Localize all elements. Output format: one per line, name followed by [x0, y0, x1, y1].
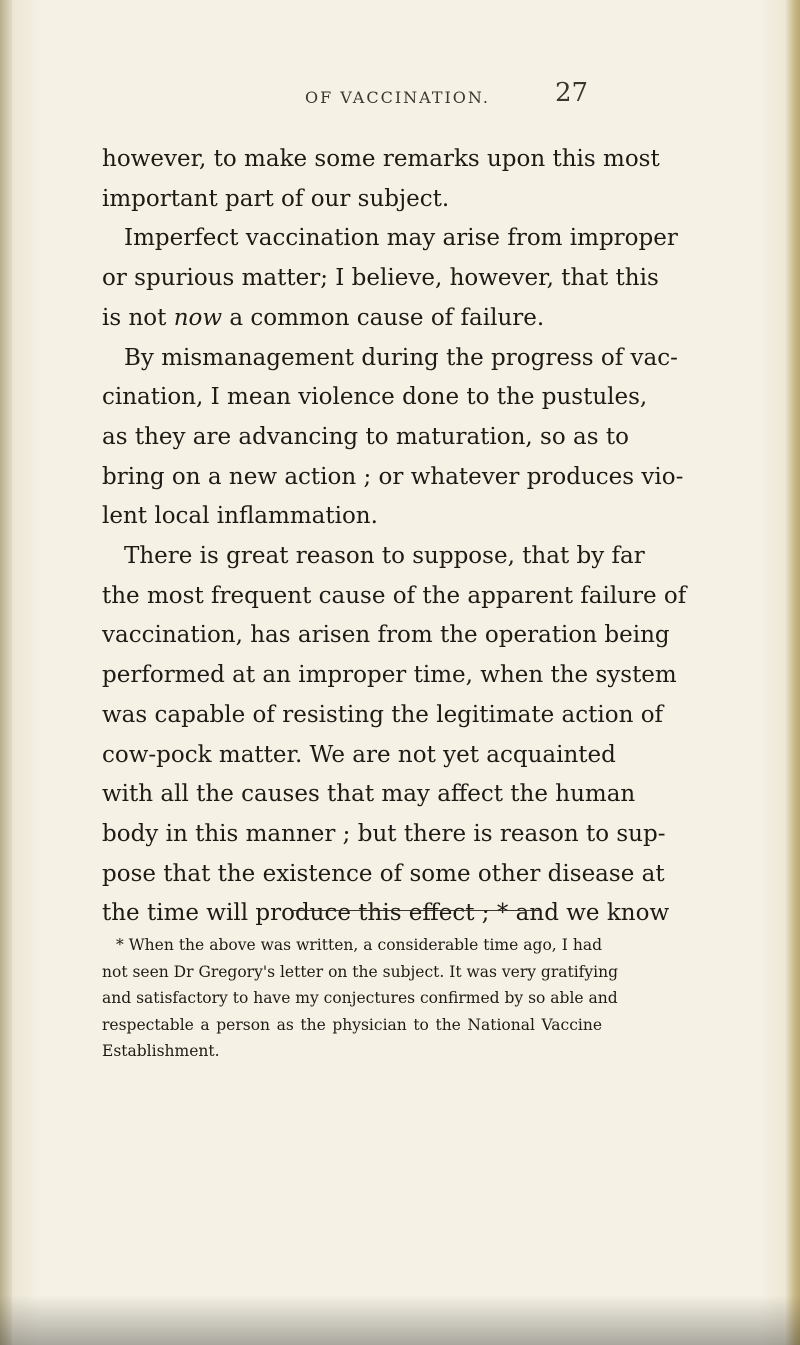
text-line: lent local inflammation.: [102, 503, 378, 530]
text-line: or spurious matter; I believe, however, that this: [102, 265, 659, 292]
text-line: performed at an improper time, when the system: [102, 662, 677, 689]
text-line: as they are advancing to maturation, so as to: [102, 423, 629, 450]
footnote-line: not seen Dr Gregory's letter on the subject. It was very gratifying: [102, 962, 619, 981]
footnote-rule: [290, 910, 540, 911]
text-line: cination, I mean violence done to the pustules,: [102, 384, 648, 411]
page-number: 27: [555, 78, 589, 108]
text-line: pose that the existence of some other disease at: [102, 860, 665, 887]
text-line: the most frequent cause of the apparent failure of: [102, 582, 687, 609]
text-line: There is great reason to suppose, that by far: [124, 543, 645, 570]
footnote-line: and satisfactory to have my conjectures confirmed by so able and: [102, 989, 618, 1007]
body-text: [102, 140, 687, 934]
text-line: however, to make some remarks upon this most: [102, 146, 660, 172]
text-segment: a common cause of failure.: [229, 304, 545, 331]
text-line: the time will produce this effect ; * and we know: [102, 900, 670, 927]
text-line: [102, 299, 602, 339]
footnote: [102, 932, 619, 1065]
text-line: bring on a new action ; or whatever produces vio-: [102, 463, 684, 490]
text-line: body in this manner ; but there is reason to sup-: [102, 820, 666, 847]
page-right-edge: [786, 0, 800, 1345]
text-line: vaccination, has arisen from the operation being: [102, 622, 670, 649]
emphasis-word: now: [173, 304, 223, 331]
text-segment: is not: [102, 304, 167, 331]
text-line: with all the causes that may affect the human: [102, 781, 636, 808]
footnote-line: * When the above was written, a considerable time ago, I had: [116, 936, 602, 954]
text-line: Imperfect vaccination may arise from improper: [124, 225, 678, 252]
text-line: cow-pock matter. We are not yet acquainted: [102, 741, 616, 768]
footnote-line: Establishment.: [102, 1042, 220, 1060]
text-line: important part of our subject.: [102, 185, 450, 212]
page-bottom-shadow: [0, 1295, 800, 1345]
footnote-line: respectable a person as the physician to the National Vaccine: [102, 1015, 602, 1034]
running-head: OF VACCINATION.: [305, 88, 490, 107]
text-line: was capable of resisting the legitimate action of: [102, 701, 664, 728]
text-line: By mismanagement during the progress of vac-: [124, 344, 678, 371]
page-left-edge: [0, 0, 12, 1345]
